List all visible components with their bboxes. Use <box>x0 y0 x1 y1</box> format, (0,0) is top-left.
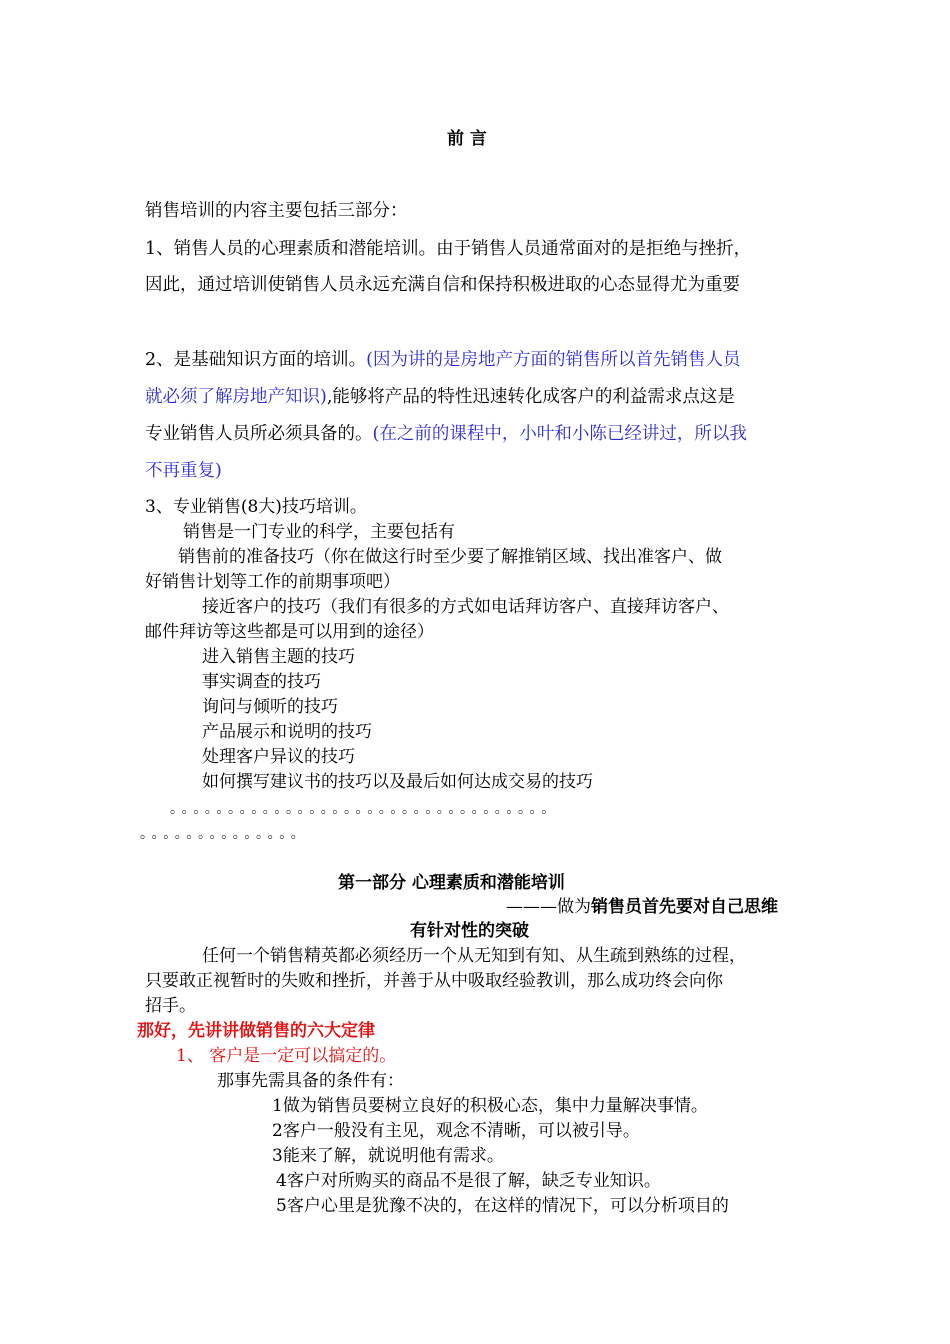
section2-line1 <box>145 349 740 371</box>
part1-heading: 第一部分 心理素质和潜能培训 <box>338 873 565 893</box>
condition-item: 5客户心里是犹豫不决的，在这样的情况下，可以分析项目的 <box>276 1196 729 1216</box>
page-title: 前 言 <box>447 129 487 149</box>
skill-1-line1: 销售前的准备技巧（你在做这行时至少要了解推销区域、找出准客户、做 <box>178 547 722 567</box>
section1-line1: 1、销售人员的心理素质和潜能培训。由于销售人员通常面对的是拒绝与挫折， <box>145 239 752 259</box>
ellipsis-line-2: 。。。。。。。。。。。。。。 <box>140 826 310 842</box>
section2-note-cont: 就必须了解房地产知识) <box>145 387 327 407</box>
skill-item: 进入销售主题的技巧 <box>202 647 355 667</box>
section3-heading: 3、专业销售(8大)技巧培训。 <box>145 497 367 517</box>
skill-2-line2: 邮件拜访等这些都是可以用到的途径） <box>145 622 434 642</box>
part1-subtitle-bold: 销售员首先要对自己思维 <box>591 897 778 917</box>
part1-para-line3: 招手。 <box>145 996 196 1016</box>
section2-text-cont: ,能够将产品的特性迅速转化成客户的利益需求点这是 <box>326 387 735 407</box>
section2-note2: (在之前的课程中，小叶和小陈已经讲过，所以我 <box>372 424 747 444</box>
section2-text-end: 专业销售人员所必须具备的。 <box>145 424 373 444</box>
skill-1-line2: 好销售计划等工作的前期事项吧） <box>145 572 400 592</box>
condition-item: 1做为销售员要树立良好的积极心态，集中力量解决事情。 <box>272 1096 708 1116</box>
part1-subtitle-dash: ———做为 <box>506 897 591 917</box>
section2-line3 <box>145 423 747 445</box>
skill-item: 如何撰写建议书的技巧以及最后如何达成交易的技巧 <box>202 772 593 792</box>
part1-subtitle-line2: 有针对性的突破 <box>410 921 529 941</box>
condition-item: 2客户一般没有主见，观念不清晰，可以被引导。 <box>272 1121 640 1141</box>
skill-2-line1: 接近客户的技巧（我们有很多的方式如电话拜访客户、直接拜访客户、 <box>202 597 729 617</box>
skill-item: 事实调查的技巧 <box>202 672 321 692</box>
section3-intro: 销售是一门专业的科学，主要包括有 <box>183 522 455 542</box>
part1-para-line1: 任何一个销售精英都必须经历一个从无知到有知、从生疏到熟练的过程， <box>202 946 746 966</box>
section2-note: (因为讲的是房地产方面的销售所以首先销售人员 <box>366 350 741 370</box>
law-1: 1、 客户是一定可以搞定的。 <box>176 1046 397 1066</box>
laws-heading: 那好，先讲讲做销售的六大定律 <box>137 1021 375 1041</box>
section2-line4: 不再重复) <box>145 461 222 481</box>
condition-item: 4客户对所购买的商品不是很了解，缺乏专业知识。 <box>276 1171 661 1191</box>
skill-item: 询问与倾听的技巧 <box>202 697 338 717</box>
skill-item: 产品展示和说明的技巧 <box>202 722 372 742</box>
intro-text: 销售培训的内容主要包括三部分： <box>145 201 408 221</box>
conditions-intro: 那事先需具备的条件有： <box>217 1071 404 1091</box>
section2-line2 <box>145 386 735 408</box>
part1-para-line2: 只要敢正视暂时的失败和挫折，并善于从中吸取经验教训，那么成功终会向你 <box>145 971 723 991</box>
section2-text: 2、是基础知识方面的培训。 <box>145 350 367 370</box>
skill-item: 处理客户异议的技巧 <box>202 747 355 767</box>
ellipsis-line-1: 。。。。。。。。。。。。。。。。。。。。。。。。。。。。。。。。。 <box>170 801 560 817</box>
condition-item: 3能来了解，就说明他有需求。 <box>272 1146 504 1166</box>
part1-subtitle-line1 <box>506 896 778 918</box>
section1-line2: 因此，通过培训使销售人员永远充满自信和保持积极进取的心态显得尤为重要 <box>145 275 740 295</box>
